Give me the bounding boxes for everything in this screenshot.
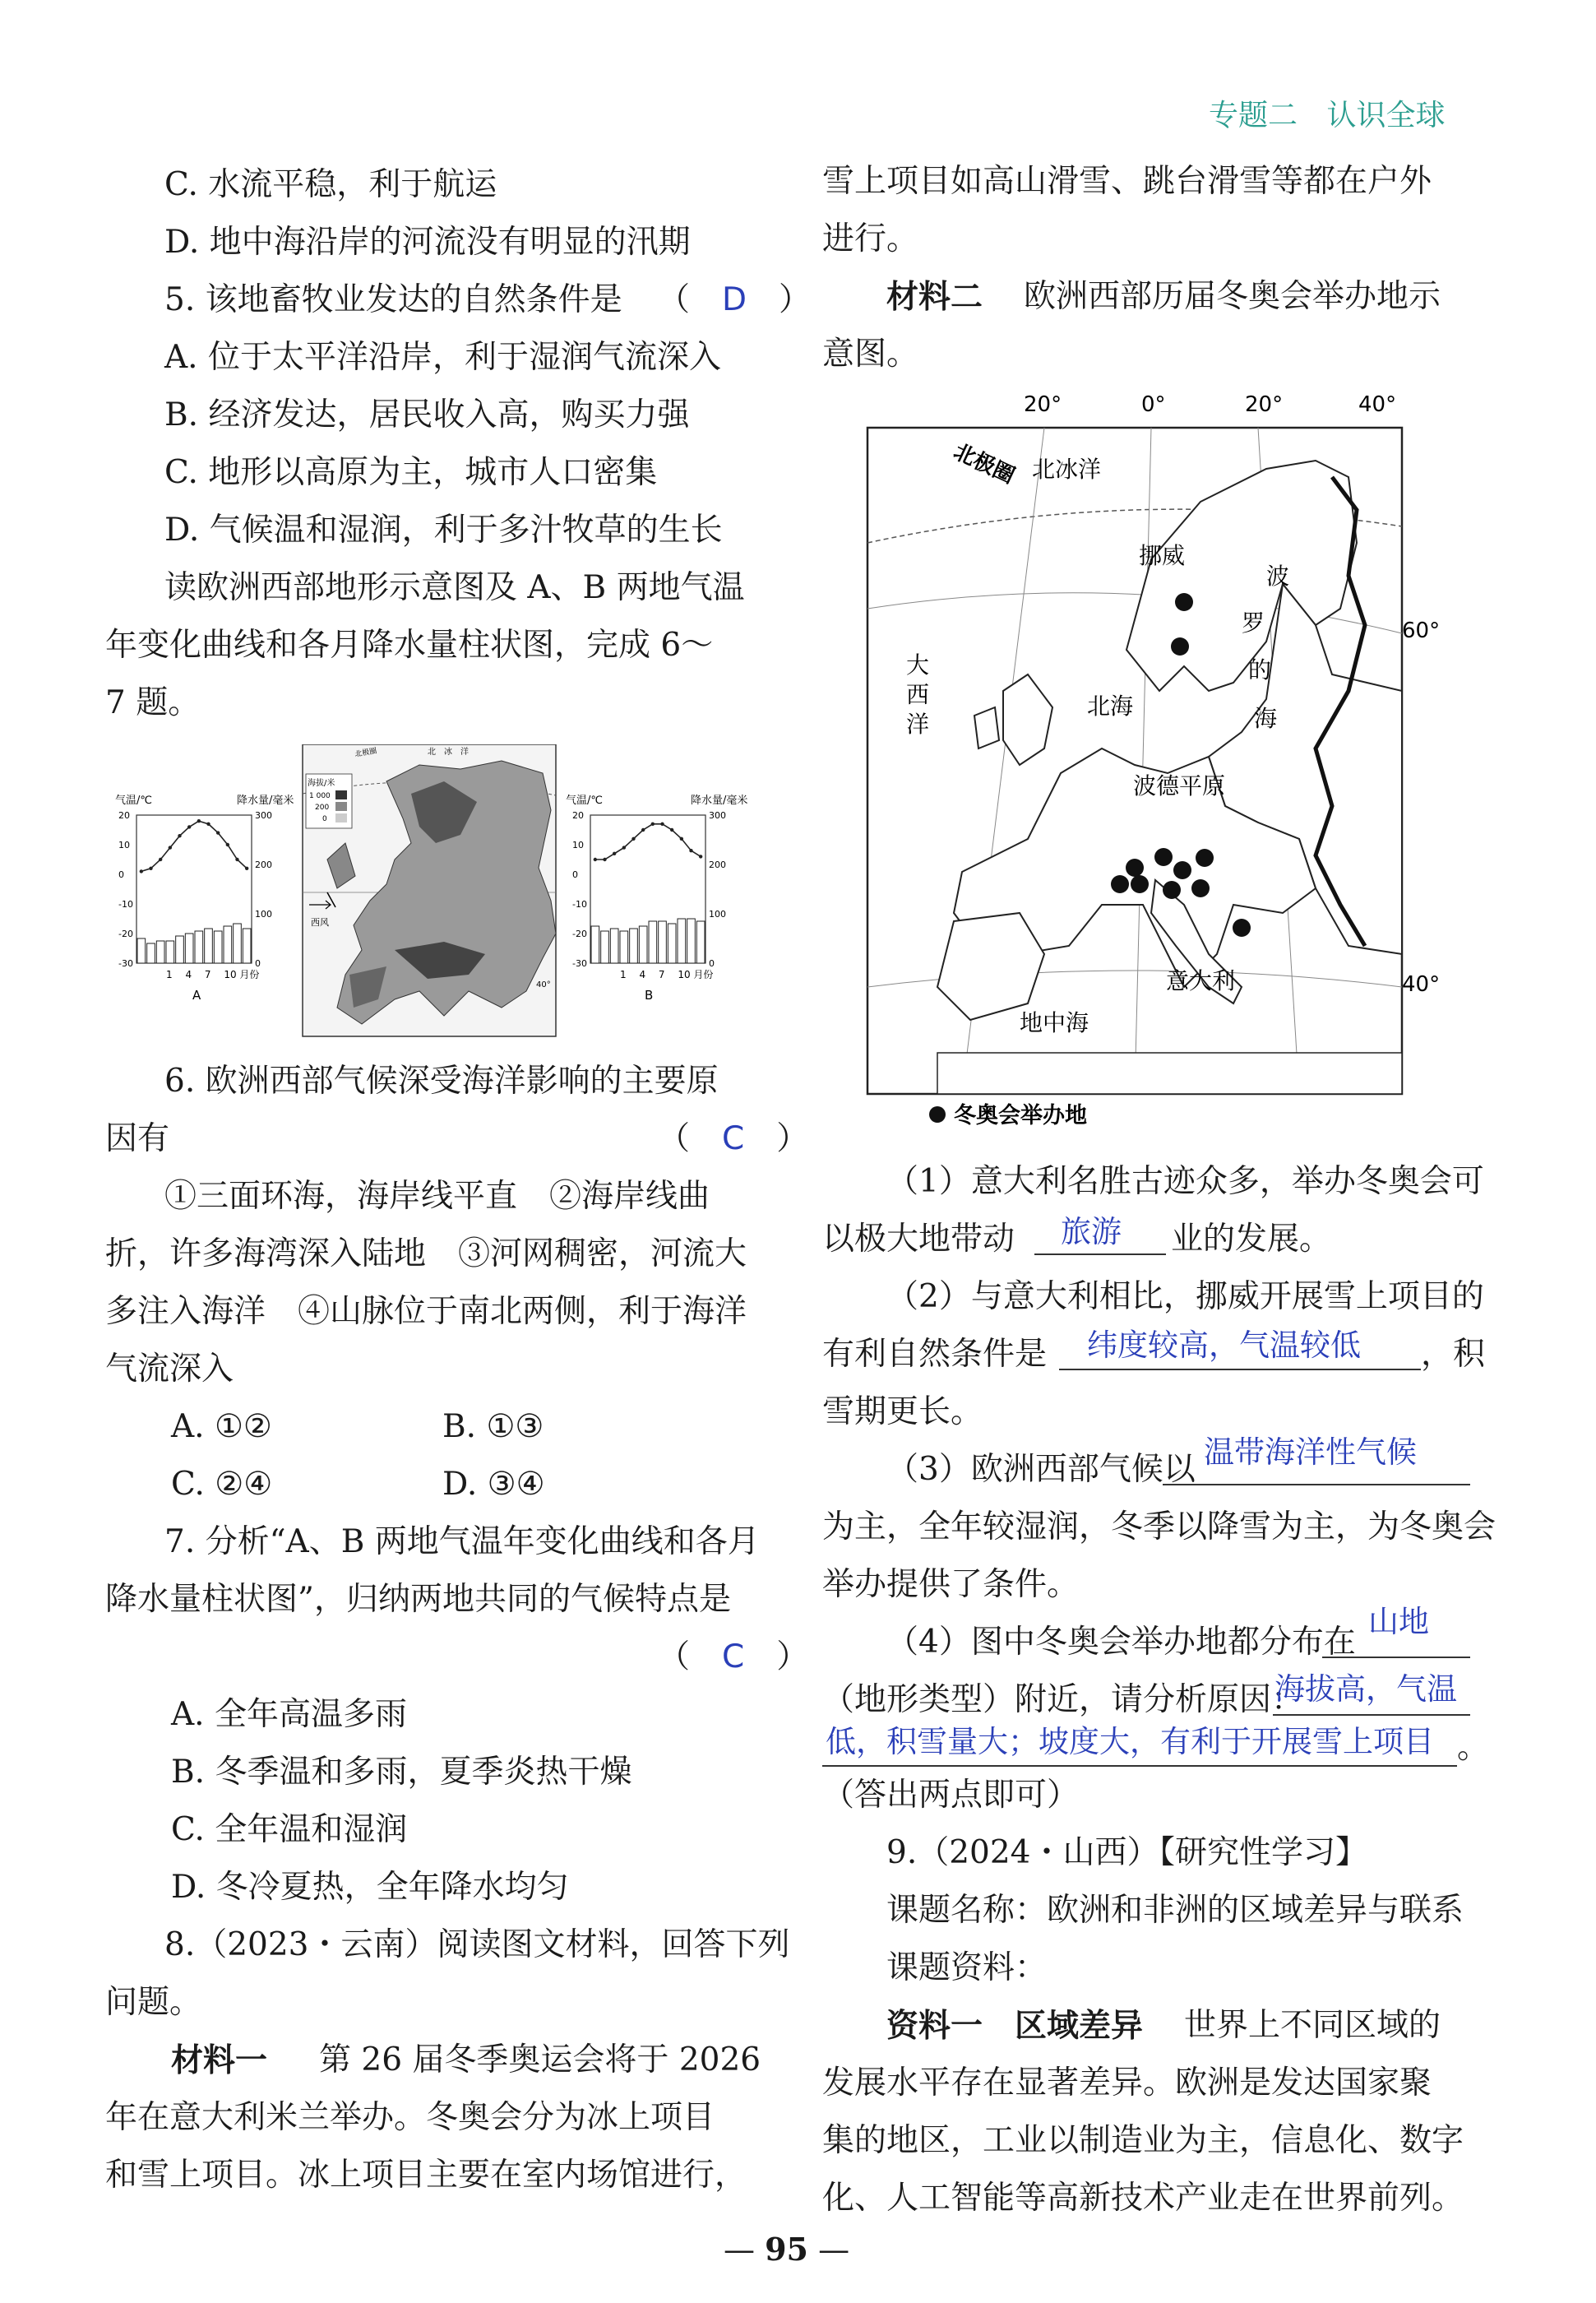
terrain-legend-2: 200 (315, 804, 330, 812)
chart-b-temp-point (622, 846, 626, 849)
chart-a-precip-bar (176, 936, 184, 963)
chart-a-precip-tick: 200 (255, 860, 272, 870)
q6-stem-1: 6. 欧洲西部气候深受海洋影响的主要原 (164, 1063, 719, 1100)
p1-answer: 旅游 (1061, 1214, 1122, 1249)
chart-b-temp-tick: 10 (572, 840, 584, 850)
chart-b-temp-tick: 0 (572, 869, 578, 880)
p4-line-2a: （地形类型）附近，请分析原因： (822, 1681, 1304, 1718)
chart-b-temp-tick: -30 (572, 958, 587, 969)
map-norway-label: 挪威 (1139, 542, 1186, 569)
map-host-dot-7 (1111, 875, 1129, 893)
chapter-topic: 专题二 (1209, 99, 1298, 132)
map-lat-60-label: 60° (1402, 619, 1441, 643)
map-host-dot-3 (1126, 859, 1144, 877)
chart-b-precip-bar (659, 921, 667, 963)
q6-option-a: A. ①② (171, 1408, 272, 1445)
chart-b-precip-axis-label: 降水量/毫米 (691, 795, 748, 807)
chart-b-temp-point (631, 837, 635, 841)
chart-a-temp-point (206, 822, 210, 826)
chart-a-precip-bar (224, 926, 232, 963)
chart-b-precip-bar (678, 919, 686, 963)
p2-line-2a: 有利自然条件是 (822, 1336, 1048, 1373)
chart-b-temp-point (613, 852, 616, 855)
chart-a-precip-bar (185, 934, 193, 963)
chart-a-precip-bar (195, 931, 203, 963)
chart-b-temp-axis-label: 气温/℃ (566, 795, 603, 807)
p2-line-2b: ，积 (1421, 1336, 1486, 1373)
p1-blank[interactable] (1034, 1253, 1166, 1255)
chart-a-temp-point (197, 819, 201, 822)
chart-a-precip-bar (234, 924, 242, 963)
chart-a-precip-axis-label: 降水量/毫米 (237, 795, 294, 807)
map-baltic-label-4: 海 (1254, 705, 1278, 732)
p2-blank[interactable] (1059, 1369, 1421, 1370)
p1-line-1: （1）意大利名胜古迹众多，举办冬奥会可 (886, 1163, 1484, 1200)
map-lon-3: 20° (1245, 392, 1284, 417)
chart-a-precip-bar (137, 938, 146, 963)
p4-end-punct: 。 (1457, 1729, 1490, 1766)
q7-answer-bracket: （ C ） (658, 1638, 809, 1675)
p2-line-1: （2）与意大利相比，挪威开展雪上项目的 (886, 1278, 1484, 1315)
chart-b-precip-bar (668, 924, 676, 963)
chart-b-month-ticks: 1 4 7 10 月份 (620, 969, 714, 980)
material-2-label: 材料二 (886, 278, 983, 316)
q5-stem: 5. 该地畜牧业发达的自然条件是 (164, 281, 622, 318)
p3-answer: 温带海洋性气候 (1204, 1434, 1417, 1470)
q7-option-c: C. 全年温和湿润 (171, 1811, 408, 1848)
chart-b-precip-bar (610, 929, 618, 963)
terrain-map (303, 744, 556, 1036)
chart-a-label: A (192, 988, 201, 1003)
p4-line-1a: （4）图中冬奥会举办地都分布在 (886, 1624, 1356, 1661)
p4-blank-2b[interactable] (822, 1765, 1457, 1767)
map-host-dot-11 (1233, 919, 1251, 937)
map-baltic-label-1: 波 (1266, 563, 1290, 590)
chapter-title: 认识全球 (1326, 99, 1446, 132)
q6-option-b: B. ①③ (442, 1408, 544, 1445)
p4-blank-1[interactable] (1322, 1657, 1470, 1658)
chart-a-temp-point (169, 846, 172, 849)
p1-line-2a: 以极大地带动 (822, 1221, 1015, 1258)
material-1-line-4: 雪上项目如高山滑雪、跳台滑雪等都在户外 (822, 163, 1432, 200)
chart-a-precip-bar (205, 929, 213, 963)
intro-line-1: 读欧洲西部地形示意图及 A、B 两地气温 (164, 569, 745, 606)
chart-a-temp-point (149, 867, 152, 870)
map-host-dot-4 (1154, 848, 1173, 866)
map-baltic-label-2: 罗 (1242, 609, 1265, 637)
q6-line-4: 气流深入 (105, 1351, 234, 1388)
chart-b-temp-point (670, 828, 673, 832)
terrain-ocean-label: 北 冰 洋 (428, 748, 469, 757)
chart-b-temp-tick: -10 (572, 899, 587, 910)
climograph-b (566, 794, 747, 1003)
chart-b-precip-bar (620, 931, 628, 963)
chart-b-precip-tick: 100 (709, 909, 726, 920)
q6-answer-bracket: （ C ） (658, 1120, 809, 1157)
chart-a-temp-tick: -20 (118, 929, 133, 939)
chart-a-precip-bar (147, 943, 155, 963)
map-atlantic-label-2: 西 (906, 681, 930, 708)
chart-b-temp-tick: 20 (572, 810, 584, 821)
chart-a-month-ticks: 1 4 7 10 月份 (166, 969, 260, 980)
q8-stem-2: 问题。 (105, 1984, 202, 2021)
map-host-dot-2 (1171, 637, 1189, 656)
chart-b-temp-point (699, 855, 702, 858)
chart-b-temp-point (641, 828, 645, 832)
terrain-lat-40: 40° (536, 980, 551, 989)
map-arctic-ocean-label: 北冰洋 (1032, 456, 1102, 483)
chart-b-temp-tick: -20 (572, 929, 587, 939)
r1-label: 资料一 区域差异 (886, 2007, 1144, 2045)
chart-a-temperature-line (141, 821, 247, 871)
chart-a-temp-point (140, 869, 143, 873)
q7-option-a: A. 全年高温多雨 (171, 1696, 407, 1733)
q9-stem: 9.（2024・山西）【研究性学习】 (886, 1834, 1367, 1871)
chart-a-temp-point (235, 858, 238, 861)
chart-a-temp-tick: 20 (118, 810, 130, 821)
chart-b-precip-bar (601, 931, 609, 963)
map-arctic-circle-label: 北极圈 (950, 439, 1019, 489)
chart-a-precip-tick: 300 (255, 810, 272, 821)
chart-a-temp-tick: -10 (118, 899, 133, 910)
material-2-line-1: 欧洲西部历届冬奥会举办地示 (1024, 278, 1441, 315)
chart-a-temp-point (216, 831, 220, 834)
p2-answer: 纬度较高，气温较低 (1087, 1328, 1361, 1363)
chart-a-temp-tick: 0 (118, 869, 124, 880)
q8-stem-1: 8.（2023・云南）阅读图文材料，回答下列 (164, 1926, 790, 1963)
chart-a-temp-tick: 10 (118, 840, 130, 850)
chart-b-temperature-line (595, 824, 701, 860)
map-atlantic-label-1: 大 (906, 651, 930, 679)
q6-answer: C (722, 1120, 745, 1157)
map-legend-dot (929, 1106, 946, 1123)
q4-option-d: D. 地中海沿岸的河流没有明显的汛期 (164, 224, 691, 261)
map-lon-2: 0° (1141, 392, 1166, 417)
chart-a-precip-bar (156, 941, 164, 963)
map-plain-label: 波德平原 (1133, 772, 1226, 799)
chart-a-precip-bar (214, 931, 222, 963)
r1-line-4: 化、人工智能等高新技术产业走在世界前列。 (822, 2180, 1464, 2217)
chart-a-precip-tick: 100 (255, 909, 272, 920)
climograph-a (115, 794, 294, 1003)
q5-answer-bracket: （ D ） (658, 281, 812, 318)
map-lon-4: 40° (1358, 392, 1397, 417)
chart-b-temp-point (651, 822, 655, 826)
terrain-legend-swatch-1 (335, 790, 347, 799)
q6-option-d: D. ③④ (442, 1466, 545, 1503)
p3-line-1a: （3）欧洲西部气候以 (886, 1451, 1196, 1488)
terrain-westerly-label: 西风 (311, 917, 329, 928)
q9-topic: 课题名称：欧洲和非洲的区域差异与联系 (886, 1892, 1464, 1929)
material-1-line-1: 第 26 届冬季奥运会将于 2026 (319, 2041, 761, 2078)
page-number: 95 (765, 2231, 808, 2268)
q6-line-1: ①三面环海，海岸线平直 ②海岸线曲 (164, 1178, 710, 1215)
p4-answer-2a: 海拔高，气温 (1274, 1671, 1457, 1707)
map-host-dot-5 (1173, 861, 1191, 879)
q7-stem-2: 降水量柱状图”，归纳两地共同的气候特点是 (105, 1581, 731, 1618)
q5-option-a: A. 位于太平洋沿岸，利于湿润气流深入 (164, 339, 721, 376)
chart-b-temp-point (689, 849, 692, 852)
chart-a-temp-point (159, 858, 162, 861)
r1-line-2: 发展水平存在显著差异。欧洲是发达国家聚 (822, 2064, 1432, 2101)
map-host-dot-8 (1131, 875, 1149, 893)
terrain-legend-3: 0 (322, 815, 327, 823)
material-1-line-3: 和雪上项目。冰上项目主要在室内场馆进行， (105, 2157, 747, 2194)
chart-a-temp-tick: -30 (118, 958, 133, 969)
map-ireland (974, 707, 999, 748)
q5-option-d: D. 气候温和湿润，利于多汁牧草的生长 (164, 512, 723, 549)
chart-b-temp-point (680, 837, 683, 841)
map-legend-label: 冬奥会举办地 (954, 1103, 1087, 1128)
q7-answer: C (722, 1638, 745, 1675)
map-host-dot-10 (1191, 879, 1210, 897)
map-italy-label: 意大利 (1166, 967, 1236, 994)
p1-line-2b: 业的发展。 (1171, 1221, 1332, 1258)
climate-figure (115, 744, 756, 1040)
p4-line-4: （答出两点即可） (822, 1777, 1080, 1814)
p3-blank[interactable] (1163, 1484, 1470, 1485)
p3-line-2: 为主，全年较湿润，冬季以降雪为主，为冬奥会 (822, 1508, 1497, 1545)
p4-blank-2a[interactable] (1273, 1714, 1470, 1716)
terrain-legend-1: 1 000 (309, 792, 331, 800)
chart-b-precip-bar (630, 929, 638, 963)
q6-stem-2: 因有 (105, 1120, 170, 1157)
terrain-legend-title: 海拔/米 (308, 779, 335, 788)
chart-a-precip-tick: 0 (255, 958, 261, 969)
chart-b-precip-bar (687, 919, 696, 963)
chart-b-label: B (645, 988, 654, 1003)
chart-a-precip-bar (243, 929, 251, 963)
q6-line-3: 多注入海洋 ④山脉位于南北两侧，利于海洋 (105, 1293, 747, 1330)
chart-b-precip-tick: 300 (709, 810, 726, 821)
r1-line-3: 集的地区，工业以制造业为主，信息化、数字 (822, 2122, 1464, 2159)
map-host-dot-6 (1196, 849, 1214, 867)
map-lat-40-label: 40° (1402, 972, 1441, 997)
q4-option-c: C. 水流平稳，利于航运 (164, 166, 497, 203)
map-north-africa (937, 1053, 1402, 1094)
q5-answer: D (722, 281, 747, 318)
chapter-header (1209, 92, 1445, 134)
chart-b-temp-point (603, 858, 606, 861)
map-host-dot-1 (1175, 593, 1193, 611)
chart-b-precip-bar (696, 921, 705, 963)
map-host-dot-9 (1163, 881, 1181, 899)
p4-answer-2b: 低，积雪量大；坡度大，有利于开展雪上项目 (826, 1724, 1434, 1759)
chart-b-precip-bar (591, 926, 599, 963)
chart-b-temp-point (594, 858, 597, 861)
q6-line-2: 折，许多海湾深入陆地 ③河网稠密，河流大 (105, 1235, 747, 1272)
p2-line-3: 雪期更长。 (822, 1393, 983, 1430)
map-north-sea-label: 北海 (1087, 693, 1134, 720)
material-1-label: 材料一 (171, 2041, 268, 2079)
intro-line-3: 7 题。 (105, 684, 201, 721)
chart-a-temp-point (245, 867, 248, 870)
material-2-line-2: 意图。 (822, 336, 919, 373)
p3-line-3: 举办提供了条件。 (822, 1566, 1080, 1603)
q7-stem-1: 7. 分析“A、B 两地气温年变化曲线和各月 (164, 1523, 760, 1560)
map-baltic-label-3: 的 (1248, 656, 1272, 683)
q9-material-label: 课题资料： (886, 1949, 1048, 1986)
page-number-wrap: — 95 — (724, 2231, 850, 2268)
intro-line-2: 年变化曲线和各月降水量柱状图，完成 6～ (105, 627, 714, 664)
chart-b-precip-tick: 0 (709, 958, 715, 969)
r1-line-1: 世界上不同区域的 (1184, 2007, 1441, 2044)
chart-a-temp-point (187, 825, 191, 828)
q7-option-d: D. 冬冷夏热，全年降水均匀 (171, 1869, 569, 1906)
q5-option-b: B. 经济发达，居民收入高，购买力强 (164, 396, 690, 433)
olympics-map (855, 378, 1447, 1135)
map-med-sea-label: 地中海 (1020, 1009, 1089, 1036)
map-iberia (937, 913, 1044, 1020)
terrain-legend-swatch-2 (335, 802, 347, 811)
map-atlantic-label-3: 洋 (906, 711, 930, 738)
chart-a-precip-bar (166, 941, 174, 963)
chart-a-temp-point (178, 834, 181, 837)
map-lon-1: 20° (1024, 392, 1062, 417)
chart-b-temp-point (660, 822, 664, 826)
chart-a-temp-point (226, 843, 229, 846)
q7-option-b: B. 冬季温和多雨，夏季炎热干燥 (171, 1754, 632, 1791)
chart-b-precip-tick: 200 (709, 860, 726, 870)
terrain-arctic-label: 北极圈 (354, 747, 378, 759)
material-1-line-2: 年在意大利米兰举办。冬奥会分为冰上项目 (105, 2099, 715, 2136)
terrain-legend-swatch-3 (335, 813, 347, 822)
chart-a-temp-axis-label: 气温/℃ (115, 795, 152, 807)
material-1-line-5: 进行。 (822, 220, 919, 257)
chart-b-precip-bar (649, 921, 657, 963)
chart-b-precip-bar (639, 926, 647, 963)
q6-option-c: C. ②④ (171, 1466, 273, 1503)
p4-answer-1: 山地 (1368, 1604, 1429, 1639)
q5-option-c: C. 地形以高原为主，城市人口密集 (164, 454, 658, 491)
